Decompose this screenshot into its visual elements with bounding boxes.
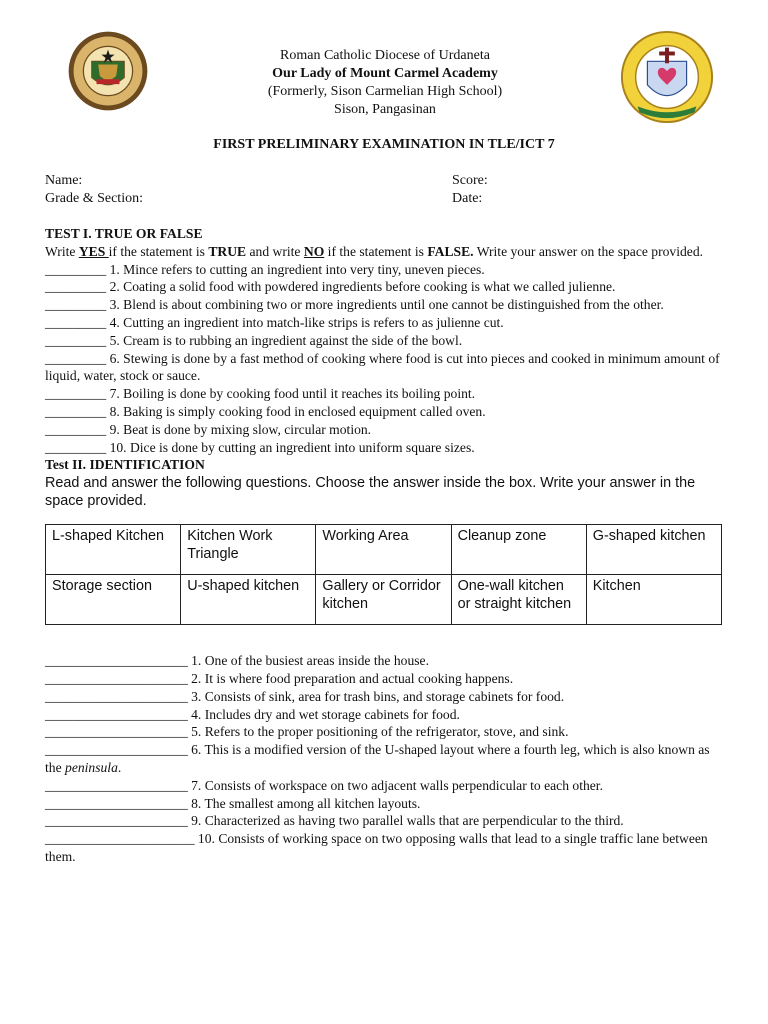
- instr-text: if the statement is: [324, 243, 428, 259]
- answer-blank[interactable]: ______________________: [45, 831, 195, 847]
- answer-blank[interactable]: _________: [45, 439, 107, 455]
- tf-item: [45, 296, 725, 314]
- id-item: [45, 652, 725, 670]
- tf-item: [45, 261, 725, 279]
- answer-blank[interactable]: _________: [45, 403, 107, 419]
- id-item: [45, 688, 725, 706]
- id-question-end: .: [117, 759, 122, 775]
- tf-question: 9. Beat is done by mixing slow, circular motion.: [106, 421, 372, 437]
- tf-item: [45, 350, 725, 386]
- school-location: Sison, Pangasinan: [334, 102, 436, 117]
- choice-cell: L-shaped Kitchen: [46, 525, 181, 575]
- id-question: 3. Consists of sink, area for trash bins, and storage cabinets for food.: [187, 688, 565, 704]
- answer-blank[interactable]: _________: [45, 421, 107, 437]
- id-question: 8. The smallest among all kitchen layouts.: [187, 795, 421, 811]
- id-question: 1. One of the busiest areas inside the house.: [187, 653, 429, 669]
- instr-text: Write: [45, 243, 79, 259]
- answer-blank[interactable]: _________: [45, 350, 107, 366]
- choice-cell: Kitchen Work Triangle: [181, 525, 316, 575]
- tf-item: [45, 403, 725, 421]
- academy-seal-logo: [67, 28, 149, 114]
- test2-instructions: Read and answer the following questions. Choose the answer inside the box. Write your answer in the space provided.: [45, 475, 696, 510]
- choice-cell: Storage section: [46, 575, 181, 625]
- tf-item: [45, 278, 725, 296]
- instr-true: TRUE: [208, 243, 247, 259]
- choice-cell: Kitchen: [586, 575, 721, 625]
- grade-section-label: Grade & Section:: [45, 191, 143, 206]
- tf-item: [45, 439, 725, 457]
- answer-blank[interactable]: _____________________: [45, 777, 188, 793]
- choices-row: [46, 525, 722, 575]
- date-label: Date:: [452, 191, 483, 206]
- choice-cell: G-shaped kitchen: [586, 525, 721, 575]
- tf-question: 3. Blend is about combining two or more ingredients until one cannot be distinguished from the other.: [106, 297, 664, 313]
- id-item: [45, 777, 725, 795]
- choice-cell: Gallery or Corridor kitchen: [316, 575, 451, 625]
- test2-title: Test II. IDENTIFICATION: [45, 457, 205, 473]
- id-question: 10. Consists of working space on two opposing walls that lead to a single traffic lane between them.: [45, 831, 708, 864]
- id-question: 5. Refers to the proper positioning of the refrigerator, stove, and sink.: [187, 724, 569, 740]
- id-question: 9. Characterized as having two parallel walls that are perpendicular to the third.: [187, 813, 624, 829]
- answer-blank[interactable]: _____________________: [45, 706, 188, 722]
- former-name: (Formerly, Sison Carmelian High School): [267, 84, 503, 99]
- name-label: Name:: [45, 173, 83, 188]
- score-label: Score:: [452, 173, 488, 188]
- tf-question: 6. Stewing is done by a fast method of cooking where food is cut into pieces and cooked in minimum amount of liquid, water, stock or sauce.: [45, 350, 720, 384]
- tf-item: [45, 421, 725, 439]
- tf-question: 5. Cream is to rubbing an ingredient against the side of the bowl.: [106, 332, 463, 348]
- choice-cell: Working Area: [316, 525, 451, 575]
- answer-blank[interactable]: _________: [45, 297, 107, 313]
- instr-text: and write: [246, 243, 304, 259]
- answer-blank[interactable]: _____________________: [45, 795, 188, 811]
- answer-blank[interactable]: _____________________: [45, 670, 188, 686]
- diocesan-schools-seal-logo: [618, 28, 716, 126]
- instr-false: FALSE.: [427, 243, 474, 259]
- answer-blank[interactable]: _____________________: [45, 688, 188, 704]
- answer-blank[interactable]: _____________________: [45, 742, 188, 758]
- diocese-name: Roman Catholic Diocese of Urdaneta: [280, 48, 490, 63]
- tf-item: [45, 332, 725, 350]
- answer-blank[interactable]: _____________________: [45, 724, 188, 740]
- instr-no: NO: [303, 243, 325, 259]
- answer-blank[interactable]: _____________________: [45, 813, 188, 829]
- choice-cell: One-wall kitchen or straight kitchen: [451, 575, 586, 625]
- tf-question: 7. Boiling is done by cooking food until it reaches its boiling point.: [106, 386, 476, 402]
- tf-question: 4. Cutting an ingredient into match-like strips is refers to as julienne cut.: [106, 314, 504, 330]
- instr-text: Write your answer on the space provided.: [473, 243, 704, 259]
- id-item: [45, 670, 725, 688]
- id-question: 7. Consists of workspace on two adjacent walls perpendicular to each other.: [187, 777, 603, 793]
- school-header: [150, 47, 620, 119]
- id-item: [45, 830, 725, 866]
- answer-blank[interactable]: _________: [45, 314, 107, 330]
- id-question: 2. It is where food preparation and actual cooking happens.: [187, 670, 514, 686]
- id-question: 6. This is a modified version of the U-shaped layout where a fourth leg, which is also known as the: [45, 742, 710, 775]
- tf-question: 8. Baking is simply cooking food in enclosed equipment called oven.: [106, 403, 486, 419]
- answer-blank[interactable]: _____________________: [45, 653, 188, 669]
- tf-item: [45, 385, 725, 403]
- id-item: [45, 723, 725, 741]
- answer-blank[interactable]: _________: [45, 332, 107, 348]
- choices-row: [46, 575, 722, 625]
- tf-question: 2. Coating a solid food with powdered ingredients before cooking is what we called julienne.: [106, 279, 616, 295]
- choice-cell: U-shaped kitchen: [181, 575, 316, 625]
- instr-yes: YES: [78, 243, 109, 259]
- id-question: 4. Includes dry and wet storage cabinets for food.: [187, 706, 460, 722]
- tf-item: [45, 314, 725, 332]
- answer-blank[interactable]: _________: [45, 279, 107, 295]
- id-item: [45, 706, 725, 724]
- tf-question: 1. Mince refers to cutting an ingredient into very tiny, uneven pieces.: [106, 261, 485, 277]
- test1-instructions: [45, 243, 725, 261]
- choices-box: [45, 524, 722, 625]
- peninsula-term: peninsula: [65, 759, 118, 775]
- answer-blank[interactable]: _________: [45, 261, 107, 277]
- answer-blank[interactable]: _________: [45, 386, 107, 402]
- exam-title: FIRST PRELIMINARY EXAMINATION IN TLE/ICT 7: [213, 137, 555, 152]
- id-item: [45, 795, 725, 813]
- id-item: [45, 812, 725, 830]
- exam-content: [45, 225, 725, 866]
- tf-question: 10. Dice is done by cutting an ingredient into uniform square sizes.: [106, 439, 475, 455]
- id-item: [45, 741, 725, 777]
- school-name: Our Lady of Mount Carmel Academy: [272, 66, 498, 81]
- instr-text: if the statement is: [108, 243, 209, 259]
- test1-title: TEST I. TRUE OR FALSE: [45, 226, 203, 241]
- choice-cell: Cleanup zone: [451, 525, 586, 575]
